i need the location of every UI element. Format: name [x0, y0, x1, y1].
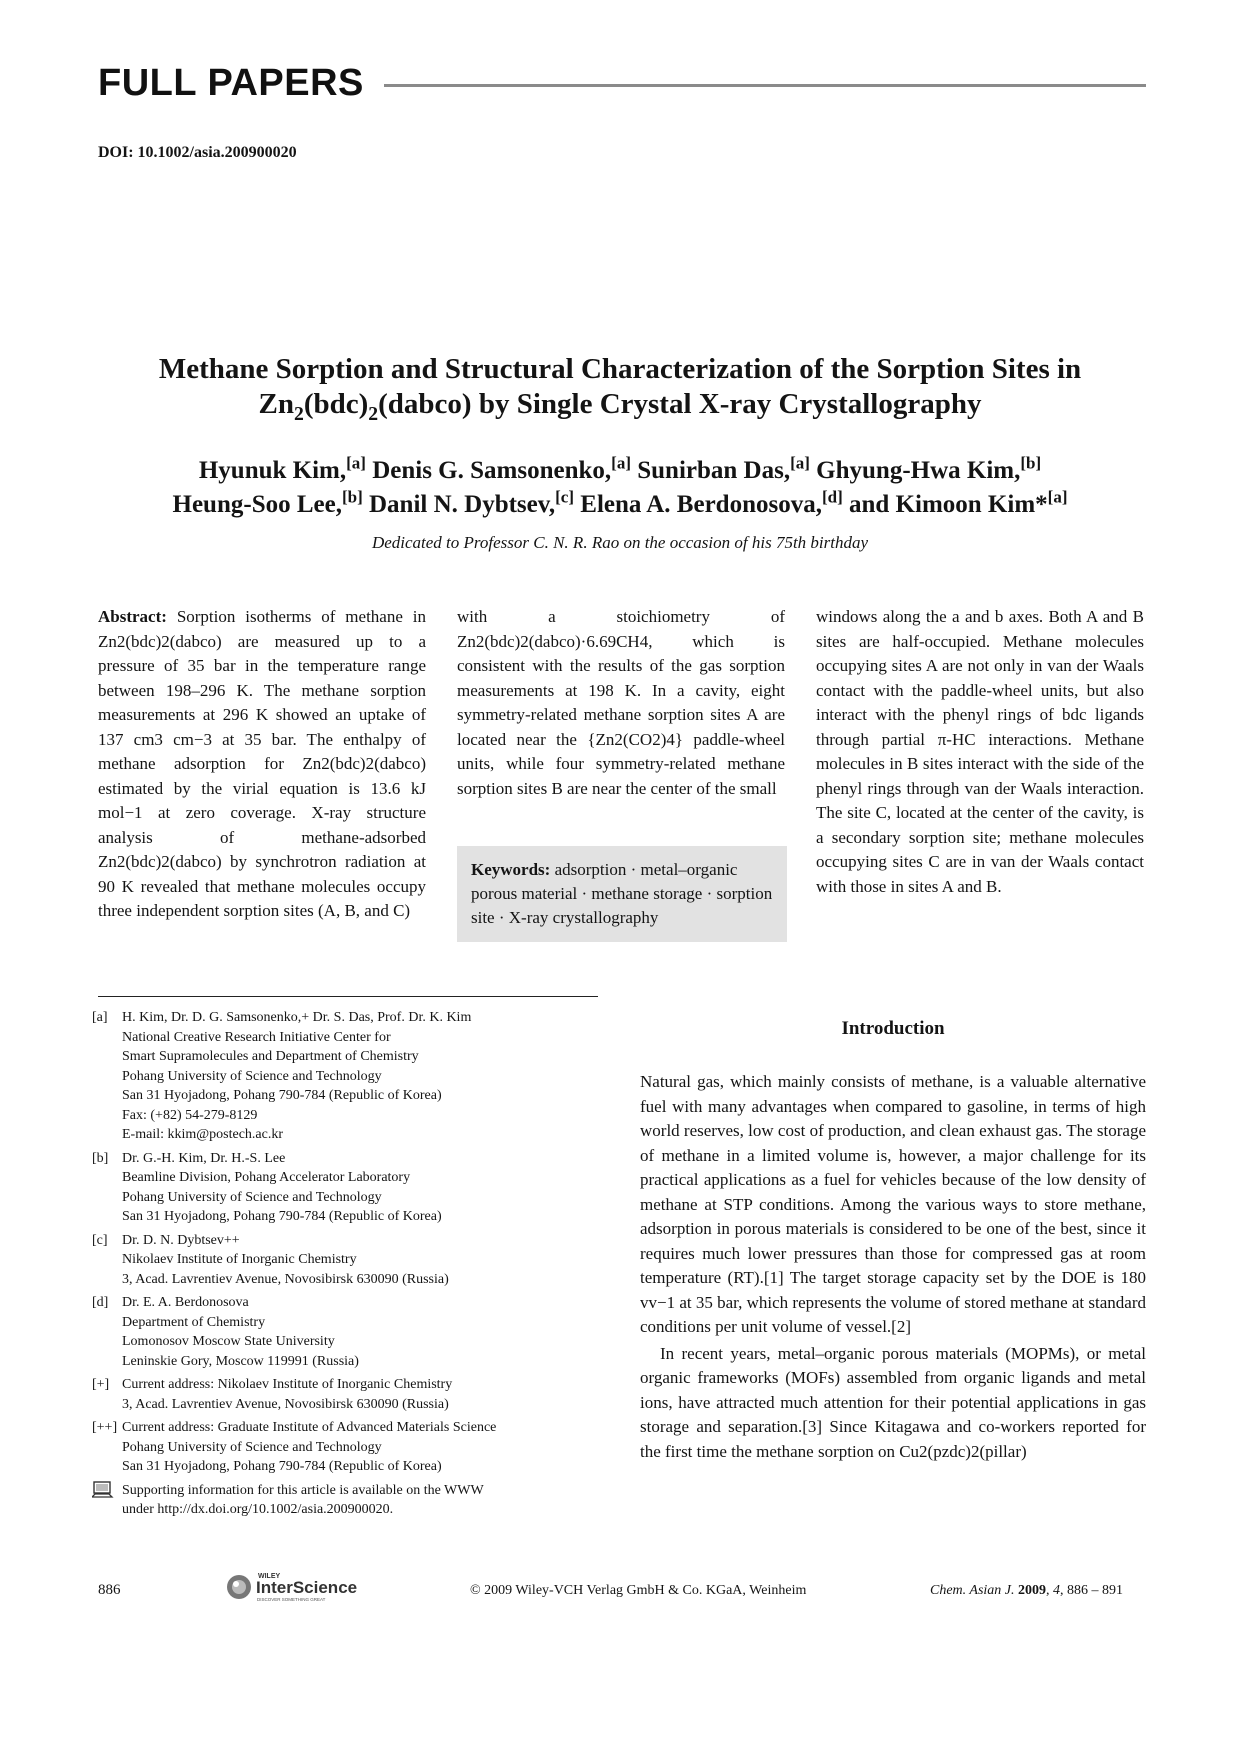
- doi: DOI: 10.1002/asia.200900020: [98, 144, 297, 161]
- affiliations: [92, 1008, 612, 1520]
- abstract-column-1: [98, 605, 426, 924]
- introduction-paragraph-2: In recent years, metal–organic porous materials (MOPMs), or metal organic frameworks (MOFs) assembled from organic ligands and metal ions, have attracted much attention for their potential applications in gas storage and separation.[3] Since Kitagawa and co-workers reported for the first time the methane sorption on Cu2(pzdc)2(pillar): [640, 1343, 1146, 1461]
- interscience-logo: [222, 1570, 382, 1604]
- title-line-1: Methane Sorption and Structural Characterization of the Sorption Sites in: [158, 353, 1082, 385]
- affiliation-c: [c] Dr. D. N. Dybtsev++ Nikolaev Institute of Inorganic Chemistry 3, Acad. Lavrentiev Avenue, Novosibirsk 630090 (Russia): [92, 1232, 449, 1287]
- footnote-rule: [98, 996, 598, 997]
- affiliation-plus: [+] Current address: Nikolaev Institute of Inorganic Chemistry 3, Acad. Lavrentiev Avenue, Novosibirsk 630090 (Russia): [92, 1377, 453, 1412]
- logo-tagline: DISCOVER SOMETHING GREAT: [257, 1597, 326, 1602]
- abstract-column-2: [457, 605, 785, 801]
- affiliation-d: [d] Dr. E. A. Berdonosova Department of Chemistry Lomonosov Moscow State University Leninskie Gory, Moscow 119991 (Russia): [92, 1295, 359, 1369]
- keyword: adsorption: [554, 860, 627, 879]
- abstract-column-3: [816, 605, 1144, 899]
- keywords-label: Keywords:: [471, 860, 551, 879]
- introduction-heading: Introduction: [841, 1018, 945, 1039]
- article-title: [90, 352, 1150, 425]
- page-number: 886: [98, 1582, 121, 1598]
- abstract-label: Abstract:: [98, 607, 167, 626]
- journal-citation: Chem. Asian J. 2009, 4, 886 – 891: [930, 1583, 1124, 1598]
- abstract-text: with a stoichiometry of Zn2(bdc)2(dabco)·6.69CH4, which is consistent with the results of the gas sorption measurements at 198 K. In a cavity, eight symmetry-related methane sorption sites A are located near the {Zn2(CO2)4} paddle-wheel units, while four symmetry-related methane sorption sites B are near the center of the small: [457, 607, 785, 798]
- dedication: Dedicated to Professor C. N. R. Rao on the occasion of his 75th birthday: [371, 533, 869, 552]
- author: Elena A. Berdonosova,: [580, 491, 822, 518]
- author: and Kimoon Kim*: [849, 491, 1048, 518]
- keyword: X-ray crystallography: [508, 908, 659, 927]
- keyword: sorption site: [471, 884, 773, 927]
- author: Danil N. Dybtsev,: [369, 491, 556, 518]
- author: Hyunuk Kim,: [198, 457, 347, 484]
- keyword: metal–organic porous material: [471, 860, 738, 903]
- copyright: © 2009 Wiley-VCH Verlag GmbH & Co. KGaA, Weinheim: [470, 1583, 807, 1598]
- logo-small-text: WILEY: [258, 1573, 281, 1580]
- keyword: methane storage: [591, 884, 703, 903]
- logo-main-text: InterScience: [256, 1578, 358, 1597]
- supporting-info-link[interactable]: under http://dx.doi.org/10.1002/asia.200900020.: [122, 1502, 394, 1517]
- author: Heung-Soo Lee,: [172, 491, 342, 518]
- affiliation-plus-plus: [++] Current address: Graduate Institute of Advanced Materials Science Pohang University of Science and Technology San 31 Hyojadong, Pohang 790-784 (Republic of Korea): [92, 1420, 497, 1474]
- supporting-information: Supporting information for this article is available on the WWW under http://dx.doi.org/10.1002/asia.200900020.: [92, 1481, 612, 1520]
- computer-icon: [92, 1481, 122, 1506]
- author: Sunirban Das,: [637, 457, 791, 484]
- introduction-paragraph-1: Natural gas, which mainly consists of methane, is a valuable alternative fuel with many advantages when compared to gasoline, in terms of high world reserves, low cost of production, and clean exhaust gas. The storage of methane in a limited volume is, however, a major challenge for its practical applications as a fuel for vehicles because of the low density of methane at STP conditions. Among the various ways to store methane, adsorption in porous materials is considered to be one of the best, since it requires much lower pressures than those for compressed gas at room temperature (RT).[1] The target storage capacity set by the DOE is 180 vv−1 at 35 bar, which represents the volume of stored methane at standard conditions per unit volume of vessel.[2]: [640, 1072, 1146, 1336]
- author: Ghyung-Hwa Kim,: [816, 457, 1021, 484]
- author-list: Hyunuk Kim,[a] Denis G. Samsonenko,[a] Sunirban Das,[a] Ghyung-Hwa Kim,[b] Heung-Soo Lee,[b] Danil N. Dybtsev,[c] Elena A. Berdonosova,[d] and Kimoon Kim*[a]: [172, 453, 1068, 518]
- introduction-body: [640, 1070, 1146, 1464]
- abstract-text: windows along the a and b axes. Both A and B sites are half-occupied. Methane molecules occupying sites A are not only in van der Waals contact with the paddle-wheel units, but also interact with the phenyl rings of bdc ligands through partial π-HC interactions. Methane molecules in B sites interact with the side of the phenyl rings through van der Waals interaction. The site C, located at the center of the cavity, is a secondary sorption site; methane molecules occupying sites C are in van der Waals contact with those in sites A and B.: [816, 607, 1144, 896]
- affiliation-b: [b] Dr. G.-H. Kim, Dr. H.-S. Lee Beamline Division, Pohang Accelerator Laboratory Pohang University of Science and Technology San 31 Hyojadong, Pohang 790-784 (Republic of Korea): [92, 1150, 442, 1224]
- author: Denis G. Samsonenko,: [372, 457, 612, 484]
- title-line-2: $Zn_2(bdc)_2(dabco)$ by Single Crystal X-ray Crystallography: [258, 388, 982, 425]
- section-heading: FULL PAPERS: [98, 62, 364, 104]
- section-rule: [384, 84, 1146, 87]
- abstract-text: Sorption isotherms of methane in Zn2(bdc)2(dabco) are measured up to a pressure of 35 bar in the temperature range between 198–296 K. The methane sorption measurements at 296 K showed an uptake of 137 cm3 cm−3 at 35 bar. The enthalpy of methane adsorption for Zn2(bdc)2(dabco) estimated by the virial equation is 13.6 kJ mol−1 at zero coverage. X-ray structure analysis of methane-adsorbed Zn2(bdc)2(dabco) by synchrotron radiation at 90 K revealed that methane molecules occupy three independent sorption sites (A, B, and C): [98, 607, 426, 920]
- keywords-box: Keywords: adsorption · metal–organic porous material · methane storage · sorption site · X-ray crystallography: [457, 846, 787, 942]
- affiliation-a: [a] H. Kim, Dr. D. G. Samsonenko,+ Dr. S. Das, Prof. Dr. K. Kim National Creative Research Initiative Center for Smart Supramolecules and Department of Chemistry Pohang University of Science and Technology San 31 Hyojadong, Pohang 790-784 (Republic of Korea) Fax: (+82) 54-279-8129 E-mail: kkim@postech.ac.kr: [92, 1010, 472, 1142]
